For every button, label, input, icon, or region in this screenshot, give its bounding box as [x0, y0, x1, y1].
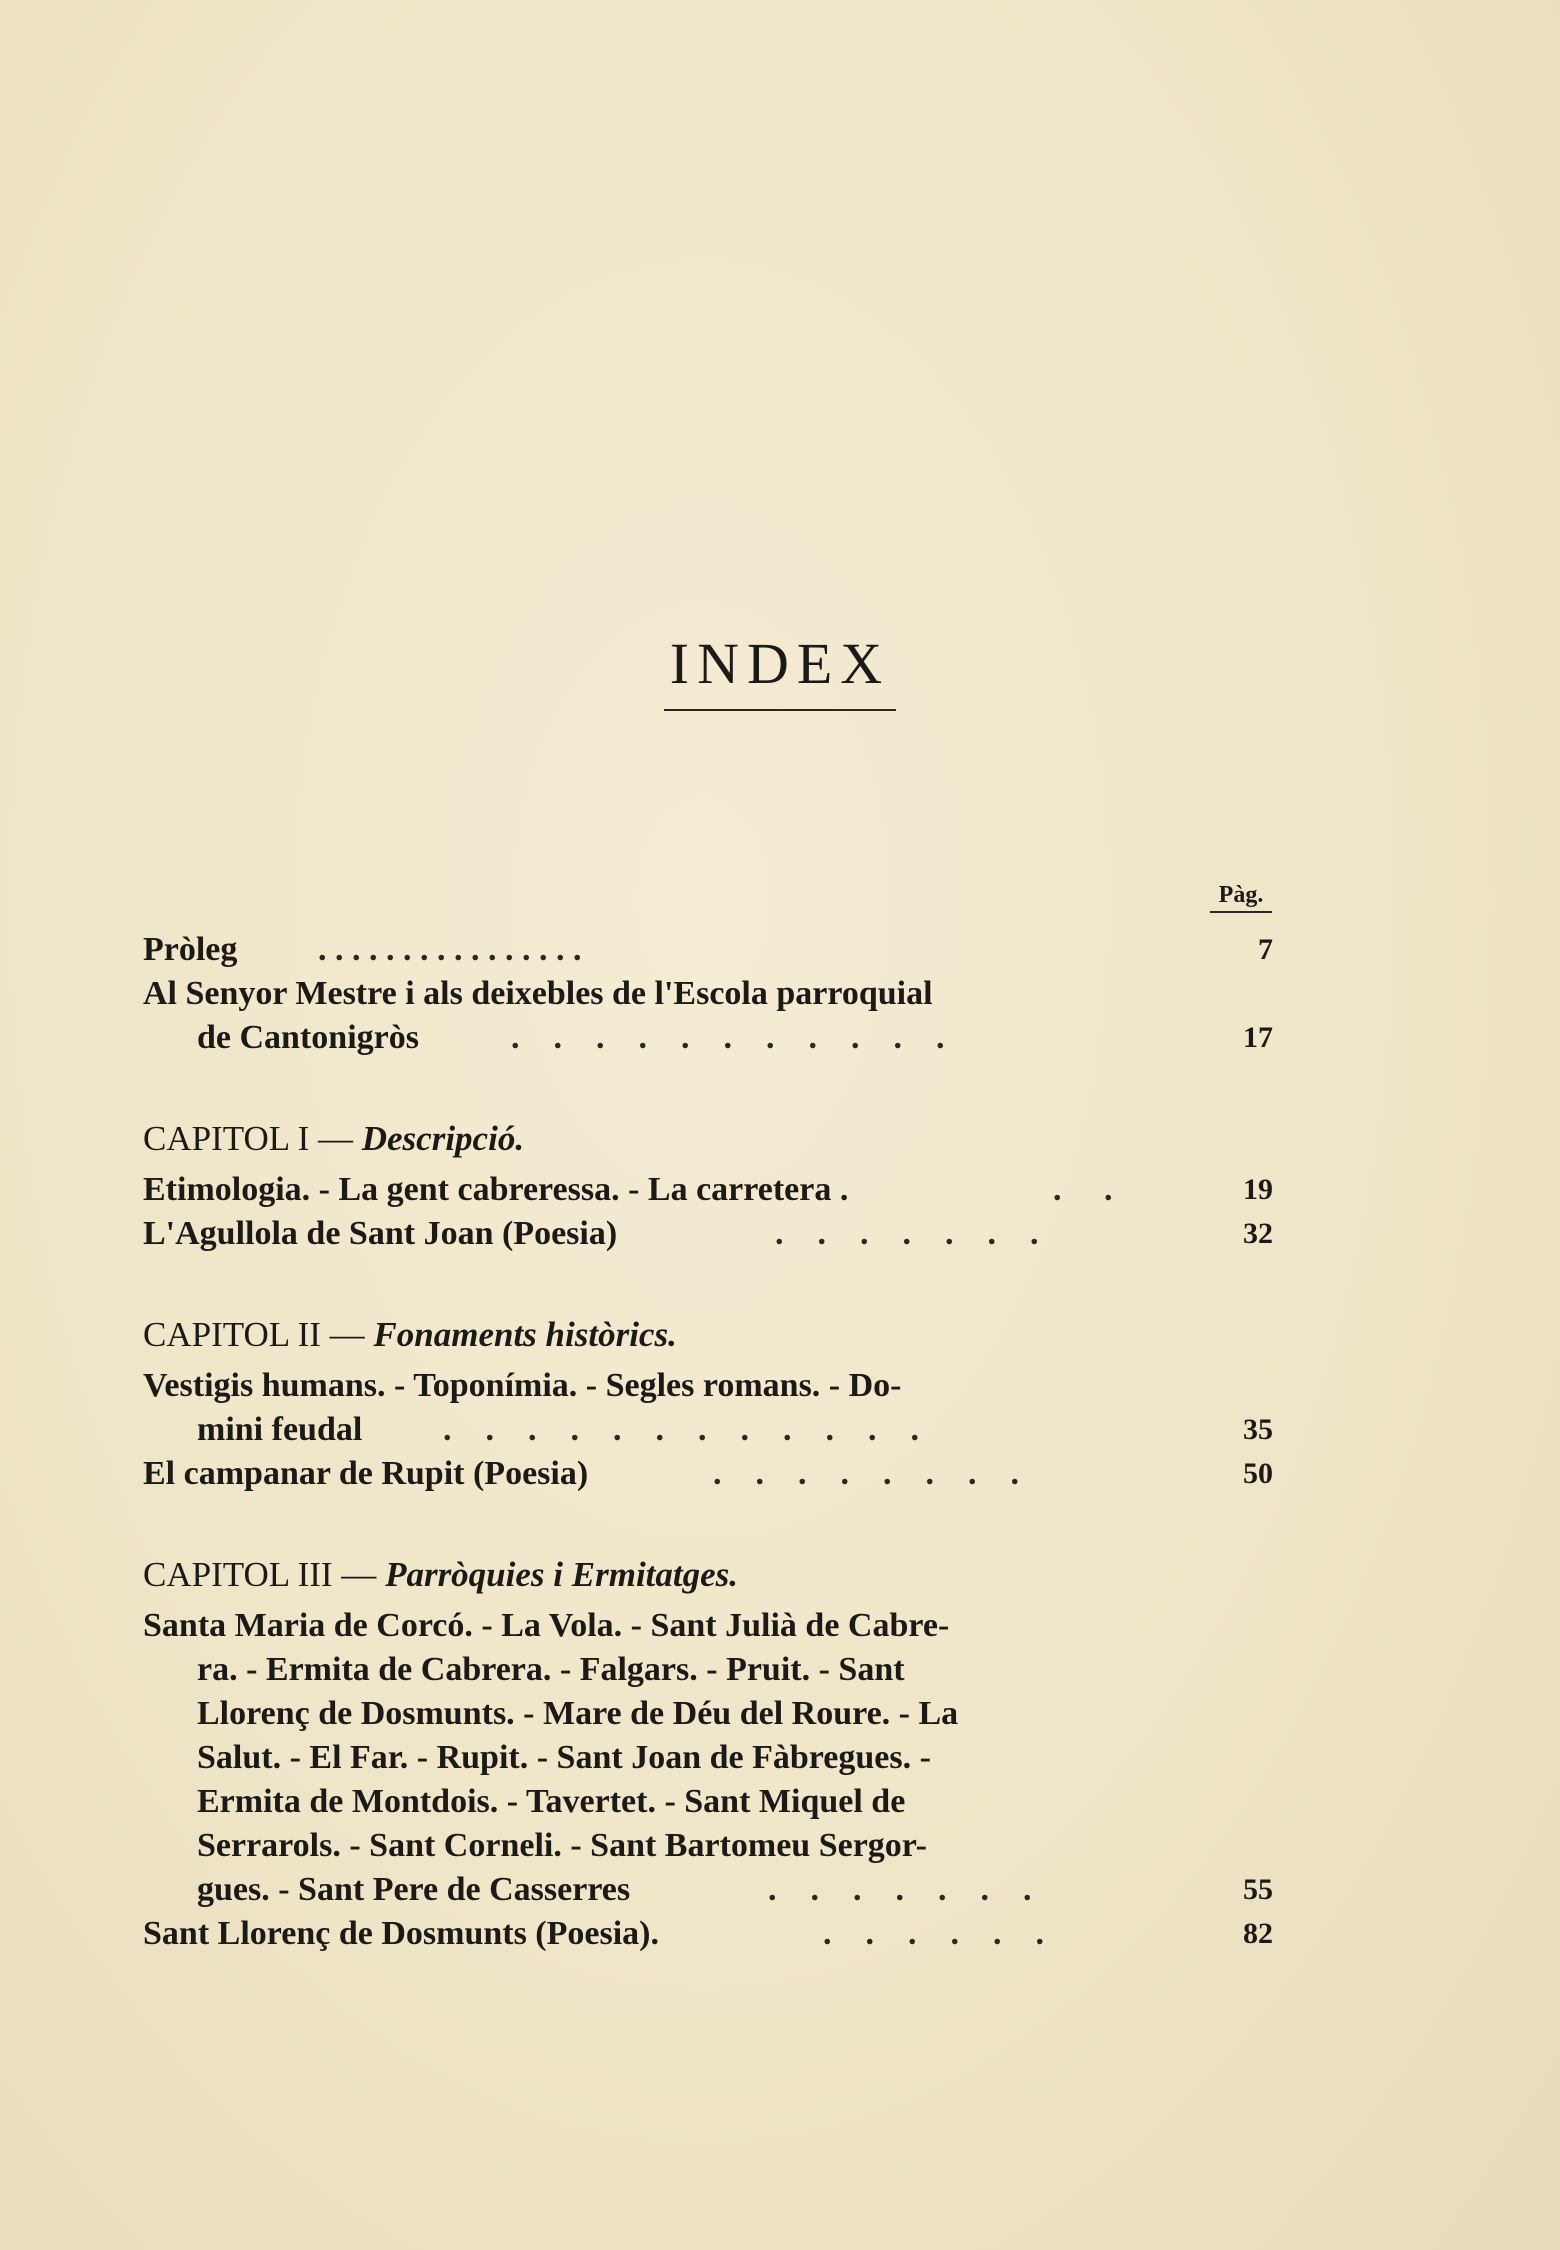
entry-text: Llorenç de Dosmunts. - Mare de Déu del Roure. - La — [197, 1695, 959, 1732]
dot-leader: . . . . . . . . . . . — [511, 1019, 945, 1056]
chapter-heading-2 — [143, 1310, 1273, 1360]
table-of-contents — [143, 928, 1273, 1956]
entry-page: 19 — [1243, 1173, 1273, 1206]
toc-entry-parroquies-cont[interactable] — [143, 1736, 1273, 1780]
entry-text: Serrarols. - Sant Corneli. - Sant Bartomeu Sergor- — [197, 1827, 927, 1864]
toc-entry-vestigis[interactable] — [143, 1364, 1273, 1408]
entry-text: Vestigis humans. - Toponímia. - Segles romans. - Do- — [143, 1367, 902, 1404]
toc-entry-llorenc[interactable] — [143, 1912, 1273, 1956]
entry-text: Etimologia. - La gent cabreressa. - La carretera . — [143, 1171, 849, 1208]
chapter-title: Fonaments històrics. — [373, 1315, 677, 1354]
chapter-prefix: CAPITOL III — — [143, 1555, 386, 1594]
chapter-prefix: CAPITOL I — — [143, 1119, 362, 1158]
entry-text: L'Agullola de Sant Joan (Poesia) — [143, 1215, 618, 1252]
entry-page: 82 — [1243, 1917, 1273, 1950]
dot-leader: . . . . . . . — [775, 1215, 1039, 1252]
chapter-title: Descripció. — [361, 1119, 525, 1158]
page-title: INDEX — [664, 630, 896, 711]
toc-entry-senyor[interactable] — [143, 972, 1273, 1016]
entry-text: ra. - Ermita de Cabrera. - Falgars. - Pruit. - Sant — [197, 1651, 905, 1688]
entry-page: 32 — [1243, 1217, 1273, 1250]
entry-text: de Cantonigròs — [197, 1019, 419, 1056]
toc-entry-parroquies-cont[interactable] — [143, 1692, 1273, 1736]
entry-text: Pròleg — [143, 931, 238, 968]
entry-text: Salut. - El Far. - Rupit. - Sant Joan de Fàbregues. - — [197, 1739, 931, 1776]
chapter-prefix: CAPITOL II — — [143, 1315, 374, 1354]
toc-entry-etimologia[interactable] — [143, 1168, 1273, 1212]
toc-entry-agullola[interactable] — [143, 1212, 1273, 1256]
dot-leader: . . . . . . — [823, 1915, 1044, 1952]
entry-text: gues. - Sant Pere de Casserres — [197, 1871, 631, 1908]
entry-page: 50 — [1243, 1457, 1273, 1490]
toc-entry-vestigis-cont[interactable] — [143, 1408, 1273, 1452]
entry-text: mini feudal — [197, 1411, 363, 1448]
entry-page: 55 — [1243, 1873, 1273, 1906]
entry-page: 35 — [1243, 1413, 1273, 1446]
toc-entry-parroquies-cont[interactable] — [143, 1648, 1273, 1692]
dot-leader: . . . . . . . . . . . . — [443, 1411, 919, 1448]
entry-text: El campanar de Rupit (Poesia) — [143, 1455, 589, 1492]
toc-entry-parroquies-cont[interactable] — [143, 1868, 1273, 1912]
entry-text: Santa Maria de Corcó. - La Vola. - Sant Julià de Cabre- — [143, 1607, 950, 1644]
chapter-heading-3 — [143, 1550, 1273, 1600]
toc-entry-parroquies[interactable] — [143, 1604, 1273, 1648]
chapter-title: Parròquies i Ermitatges. — [385, 1555, 739, 1594]
page-column-label: Pàg. — [1210, 882, 1272, 913]
entry-text: Al Senyor Mestre i als deixebles de l'Escola parroquial — [143, 975, 933, 1012]
dot-leader: . . . . . . . . — [713, 1455, 1019, 1492]
entry-page: 7 — [1258, 933, 1273, 966]
dot-leader: . . . . . . . — [768, 1871, 1032, 1908]
entry-text: Sant Llorenç de Dosmunts (Poesia). — [143, 1915, 659, 1952]
toc-entry-campanar[interactable] — [143, 1452, 1273, 1496]
dot-leader: . . — [1053, 1171, 1113, 1208]
chapter-heading-1 — [143, 1114, 1273, 1164]
entry-page: 17 — [1243, 1021, 1273, 1054]
toc-entry-senyor-cont[interactable] — [143, 1016, 1273, 1060]
entry-text: Ermita de Montdois. - Tavertet. - Sant Miquel de — [197, 1783, 906, 1820]
toc-entry-parroquies-cont[interactable] — [143, 1780, 1273, 1824]
toc-entry-proleg[interactable] — [143, 928, 1273, 972]
toc-entry-parroquies-cont[interactable] — [143, 1824, 1273, 1868]
dot-leader: . . . . . . . . . . . . . . . . — [318, 931, 582, 968]
